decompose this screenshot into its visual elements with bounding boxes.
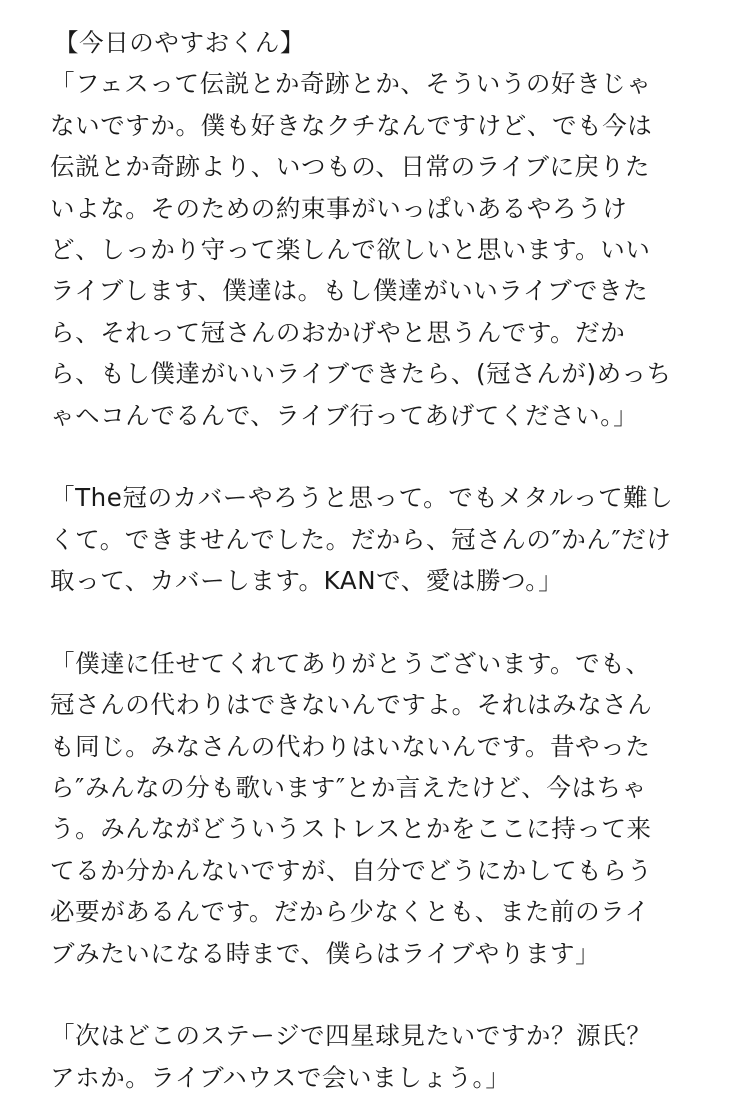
paragraph-line: ブみたいになる時まで、僕らはライブやります」 (50, 938, 601, 968)
paragraph-line: いよな。そのための約束事がいっぱいあるやろうけ (50, 193, 628, 223)
paragraph-line: アホか。ライブハウスで会いましょう。」 (50, 1062, 511, 1092)
paragraph-line: 必要があるんです。だから少なくとも、また前のライ (50, 897, 650, 927)
paragraph-4 (50, 1015, 710, 1098)
heading: 【今日のやすおくん】 (54, 28, 305, 57)
paragraph-spacer (50, 601, 710, 642)
paragraph-line: ないですか。僕も好きなクチなんですけど、でも今は (50, 110, 653, 140)
paragraph-line: 取って、カバーします。KANで、愛は勝つ。」 (50, 566, 564, 596)
paragraph-line: 冠さんの代わりはできないんですよ。それはみなさん (50, 690, 653, 720)
paragraph-line: ライブします、僕達は。もし僕達がいいライブできた (50, 276, 649, 306)
paragraph-1 (50, 63, 710, 436)
paragraph-line: てるか分かんないですが、自分でどうにかしてもらう (50, 855, 653, 885)
paragraph-3 (50, 643, 710, 974)
paragraph-line: 「次はどこのステージで四星球見たいですか？源氏？ (50, 1021, 652, 1051)
paragraph-line: ど、しっかり守って楽しんで欲しいと思います。いい (50, 234, 651, 264)
paragraph-line: 伝説とか奇跡より、いつもの、日常のライブに戻りた (50, 152, 650, 182)
paragraph-line: う。みんながどういうストレスとかをここに持って来 (50, 814, 652, 844)
paragraph-line: ゃヘコんでるんで、ライブ行ってあげてください。」 (50, 400, 639, 430)
paragraph-line: ら、もし僕達がいいライブできたら、(冠さんが)めっち (50, 359, 672, 389)
paragraph-line: くて。できませんでした。だから、冠さんの″かん″だけ (50, 524, 672, 554)
paragraph-2 (50, 477, 710, 601)
paragraph-line: も同じ。みなさんの代わりはいないんです。昔やった (50, 731, 651, 761)
paragraph-spacer (50, 974, 710, 1015)
paragraph-line: 「フェスって伝説とか奇跡とか、そういうの好きじゃ (50, 69, 652, 99)
paragraph-line: ら″みんなの分も歌います″とか言えたけど、今はちゃ (50, 773, 647, 803)
paragraph-line: ら、それって冠さんのおかげやと思うんです。だか (50, 317, 626, 347)
paragraph-line: 「僕達に任せてくれてありがとうございます。でも、 (50, 648, 651, 678)
paragraph-spacer (50, 436, 710, 477)
paragraph-line: 「The冠のカバーやろうと思って。でもメタルって難し (50, 483, 674, 513)
